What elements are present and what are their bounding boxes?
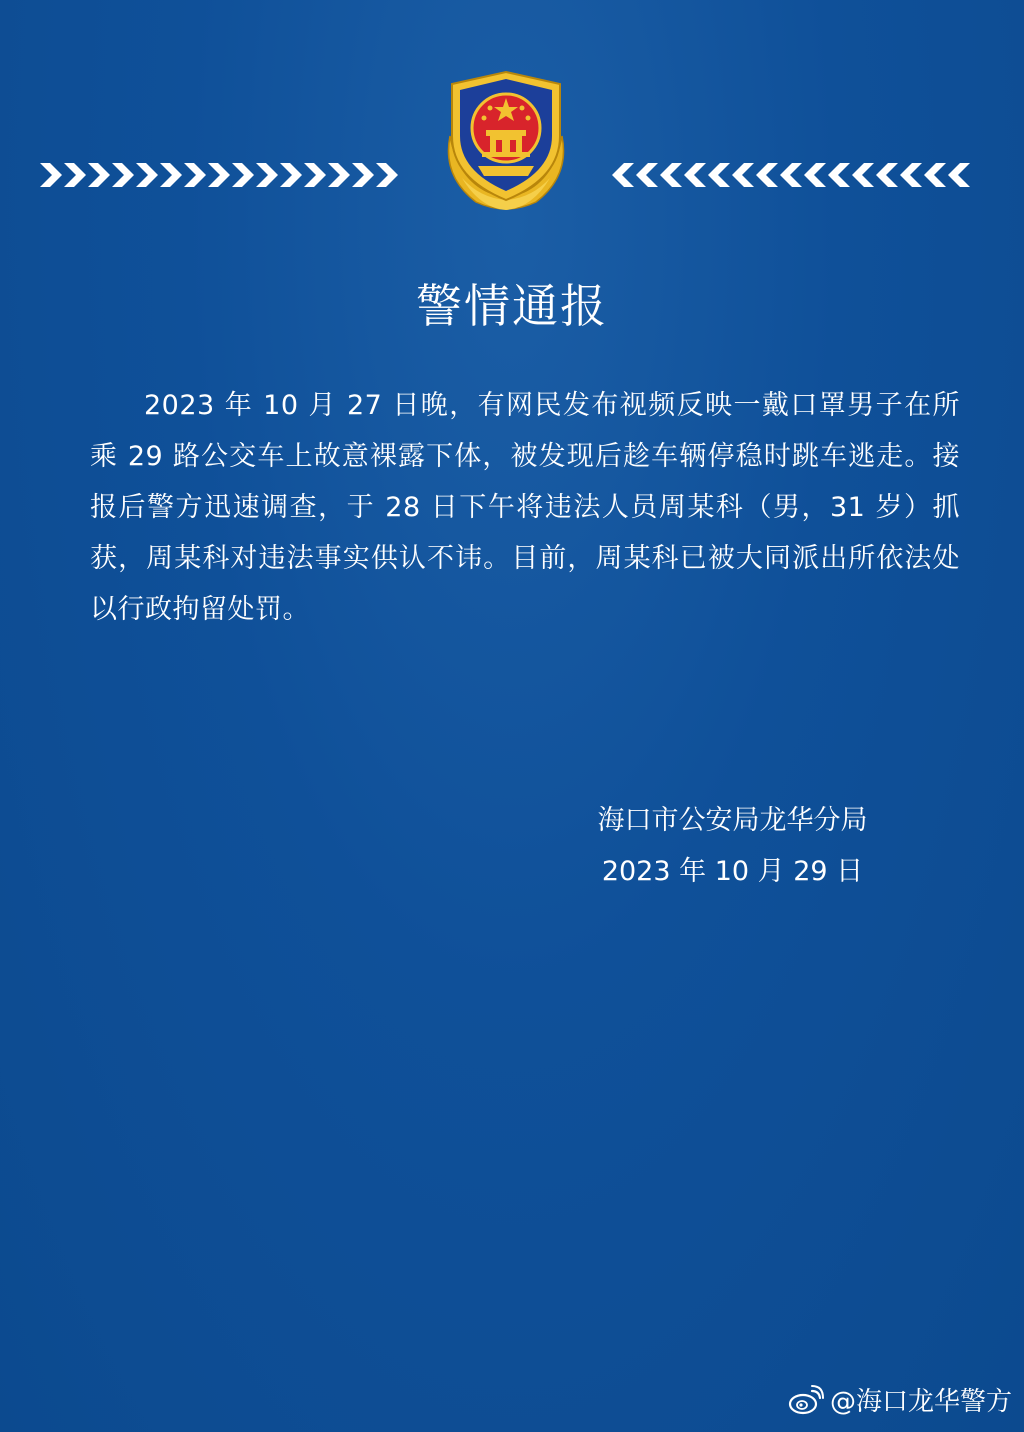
left-chevron-decoration xyxy=(40,157,410,193)
weibo-handle: @海口龙华警方 xyxy=(829,1387,1012,1417)
weibo-watermark xyxy=(788,1381,1012,1418)
police-emblem-icon xyxy=(432,66,580,214)
weibo-icon xyxy=(788,1385,824,1415)
header-band xyxy=(0,0,1024,230)
issue-date: 2023 年 10 月 29 日 xyxy=(601,856,864,887)
notice-title: 警情通报 xyxy=(416,279,608,333)
right-chevron-decoration xyxy=(612,157,982,193)
issuer-name: 海口市公安局龙华分局 xyxy=(597,805,868,836)
notice-body: 2023 年 10 月 27 日晚，有网民发布视频反映一戴口罩男子在所乘 29 路公交车上故意裸露下体，被发现后趁车辆停稳时跳车逃走。接报后警方迅速调查，于 28 日下午将违法人员周某科（男，31 岁）抓获，周某科对违法事实供认不讳。目前，周某科已被大同派出所依法处以行政拘留处罚。 xyxy=(90,390,960,625)
